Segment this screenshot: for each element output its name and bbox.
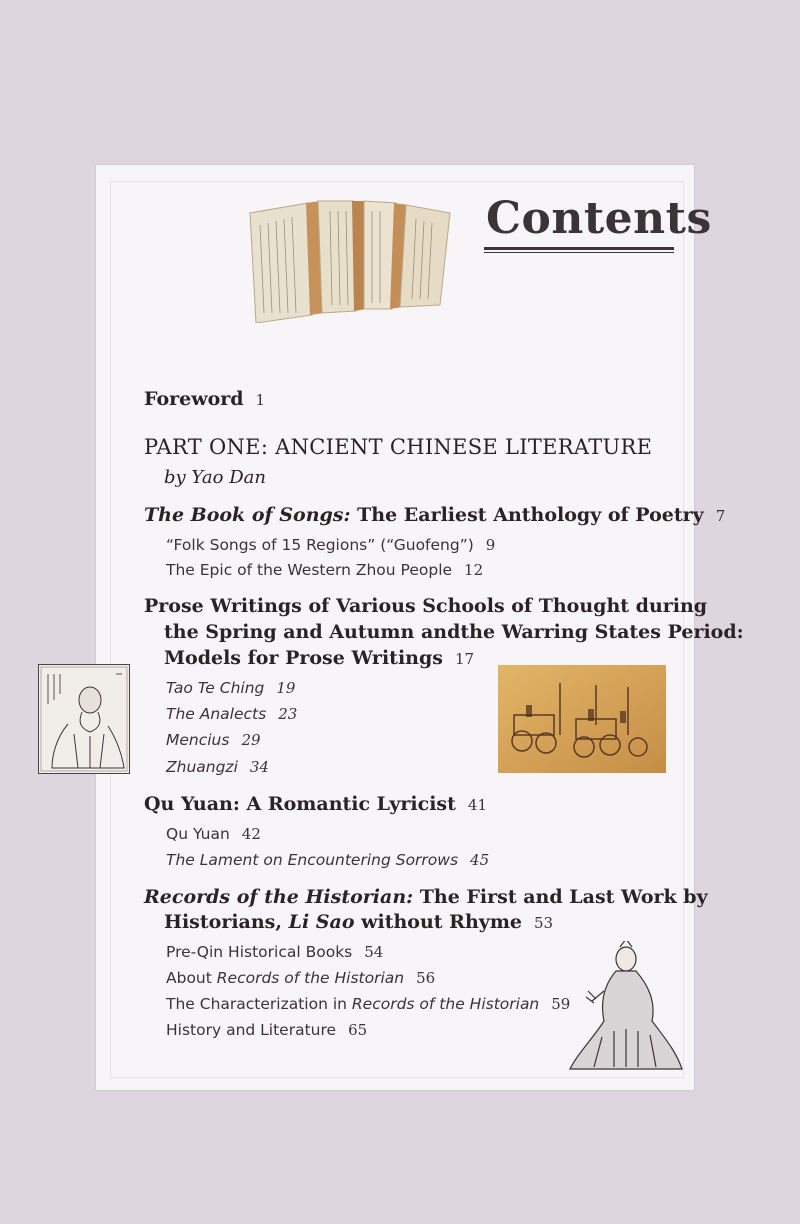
page-title: Contents xyxy=(486,193,712,244)
section-prose-title-line1[interactable]: Prose Writings of Various Schools of Thought during xyxy=(144,595,708,617)
section-qu-yuan[interactable] xyxy=(144,793,487,815)
item-page: 12 xyxy=(464,561,484,579)
part-byline: by Yao Dan xyxy=(164,467,266,488)
section-title-italic: The Book of Songs: xyxy=(144,504,351,526)
item-page: 54 xyxy=(364,943,384,961)
foreword-entry[interactable] xyxy=(144,388,265,410)
item-label: Pre-Qin Historical Books xyxy=(166,943,353,961)
toc-item[interactable] xyxy=(166,943,383,961)
toc-item[interactable] xyxy=(166,536,495,554)
item-label: Qu Yuan xyxy=(166,825,230,843)
toc-item[interactable] xyxy=(166,731,261,749)
item-page: 59 xyxy=(551,995,571,1013)
toc-item[interactable] xyxy=(166,679,295,697)
item-page: 23 xyxy=(278,705,298,723)
item-label-italic: Records of the Historian xyxy=(351,995,540,1013)
section-page: 7 xyxy=(715,507,726,525)
section-book-of-songs[interactable] xyxy=(144,504,725,526)
foreword-label: Foreword xyxy=(144,388,244,410)
bamboo-scroll-illustration xyxy=(246,195,456,323)
chariot-painting-illustration xyxy=(498,665,666,773)
section-page: 41 xyxy=(467,796,487,814)
item-label: Tao Te Ching xyxy=(166,679,265,697)
toc-item[interactable] xyxy=(166,825,261,843)
part-title: PART ONE: ANCIENT CHINESE LITERATURE xyxy=(144,435,653,459)
item-page: 9 xyxy=(485,536,496,554)
section-title-italic: Li Sao xyxy=(288,911,355,933)
section-title-rest: The Earliest Anthology of Poetry xyxy=(350,504,704,526)
item-label: Mencius xyxy=(166,731,230,749)
section-records-line1[interactable] xyxy=(144,886,708,908)
item-page: 19 xyxy=(276,679,296,697)
item-label: History and Literature xyxy=(166,1021,337,1039)
toc-item[interactable] xyxy=(166,995,570,1013)
item-page: 56 xyxy=(416,969,436,987)
item-page: 45 xyxy=(470,851,490,869)
section-page: 53 xyxy=(534,914,554,932)
title-rule-thin xyxy=(484,252,674,253)
section-title: Models for Prose Writings xyxy=(164,647,443,669)
section-title-rest: The First and Last Work by xyxy=(413,886,708,908)
item-label: The Lament on Encountering Sorrows xyxy=(166,851,459,869)
section-title-pre: Historians, xyxy=(164,911,289,933)
section-prose-title-line2[interactable]: the Spring and Autumn andthe Warring States Period: xyxy=(164,621,744,643)
toc-item[interactable] xyxy=(166,1021,367,1039)
foreword-page: 1 xyxy=(255,391,266,409)
toc-item[interactable] xyxy=(166,561,483,579)
toc-item[interactable] xyxy=(166,851,489,869)
toc-item[interactable] xyxy=(166,969,435,987)
toc-item[interactable] xyxy=(166,705,297,723)
item-page: 42 xyxy=(241,825,261,843)
item-label-pre: About xyxy=(166,969,217,987)
item-page: 34 xyxy=(249,758,269,776)
section-title-italic: Records of the Historian: xyxy=(144,886,414,908)
item-label: The Analects xyxy=(166,705,267,723)
confucius-portrait-illustration xyxy=(38,664,130,774)
section-records-line2[interactable] xyxy=(164,911,553,933)
section-page: 17 xyxy=(454,650,475,668)
item-label: The Epic of the Western Zhou People xyxy=(166,561,453,579)
title-rule xyxy=(484,247,674,250)
item-label: Zhuangzi xyxy=(166,758,238,776)
historian-figure-illustration xyxy=(564,941,686,1073)
item-label-pre: The Characterization in xyxy=(166,995,352,1013)
toc-item[interactable] xyxy=(166,758,269,776)
section-title-post: without Rhyme xyxy=(354,911,523,933)
item-page: 65 xyxy=(348,1021,368,1039)
item-label-italic: Records of the Historian xyxy=(216,969,405,987)
item-page: 29 xyxy=(241,731,261,749)
section-title: Qu Yuan: A Romantic Lyricist xyxy=(144,793,456,815)
item-label: “Folk Songs of 15 Regions” (“Guofeng”) xyxy=(166,536,474,554)
contents-page xyxy=(96,165,744,1090)
section-prose-title-line3[interactable] xyxy=(164,647,474,669)
